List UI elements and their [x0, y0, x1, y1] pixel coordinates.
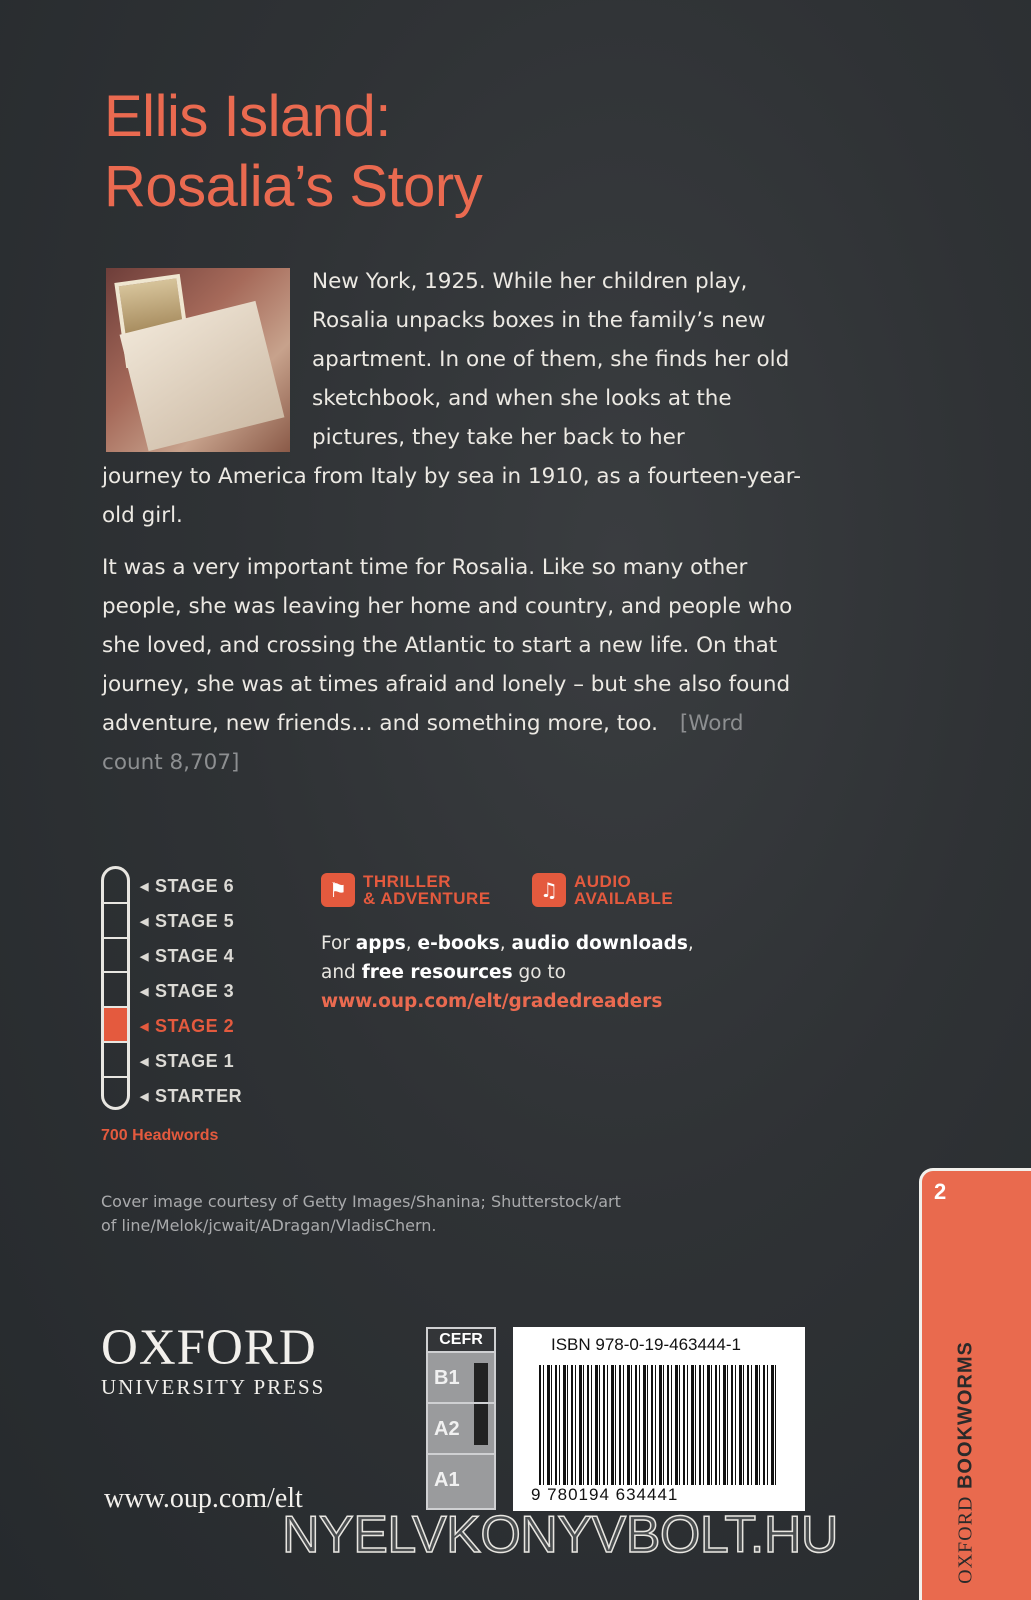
stage-meter-segment: [104, 1078, 127, 1110]
triangle-left-icon: ◀: [140, 916, 149, 928]
oxford-logo-sub: UNIVERSITY PRESS: [101, 1375, 326, 1399]
stage-item: [140, 1079, 242, 1114]
resources-goto: go to: [512, 962, 567, 983]
audio-label-line-2: AVAILABLE: [574, 889, 674, 908]
stage-label: STAGE 1: [154, 1051, 235, 1071]
resources-free: free resources: [361, 962, 513, 983]
resources-ebooks: e-books: [417, 933, 500, 954]
triangle-left-icon: ◀: [140, 1056, 149, 1068]
word-count: [Word count 8,707]: [102, 711, 744, 775]
stage-item: [140, 1044, 242, 1079]
audio-badge: [532, 873, 724, 907]
triangle-left-icon: ◀: [140, 951, 149, 963]
genre-label-line-2: & ADVENTURE: [363, 889, 491, 908]
cefr-level-box: [426, 1327, 496, 1510]
resources-for: For: [321, 933, 356, 954]
stage-label: STAGE 2: [154, 1016, 235, 1036]
stage-label: STARTER: [154, 1086, 243, 1106]
barcode-image: [539, 1365, 779, 1495]
resources-and: and: [321, 962, 362, 983]
stage-label: STAGE 4: [154, 946, 235, 966]
stage-meter-segment: [104, 1043, 127, 1078]
series-stage-number: 2: [934, 1179, 947, 1204]
stage-item: [140, 974, 242, 1009]
triangle-left-icon: ◀: [140, 1091, 149, 1103]
cefr-level-label: A2: [434, 1418, 460, 1440]
resources-sep: ,: [405, 933, 418, 954]
triangle-left-icon: ◀: [140, 881, 149, 893]
series-brand: [955, 1313, 978, 1600]
stage-list: [140, 869, 242, 1114]
barcode-box: [513, 1327, 805, 1511]
stage-label: STAGE 6: [154, 876, 235, 896]
oxford-logo: [101, 1320, 326, 1400]
cefr-level-label: A1: [434, 1469, 460, 1491]
genre-label-line-1: THRILLER: [363, 872, 452, 891]
running-figure-icon: ⚑: [321, 873, 355, 907]
blurb-paragraph-2: [102, 548, 802, 782]
cefr-level: [428, 1402, 494, 1453]
series-spine-tab: [919, 1168, 1031, 1600]
stage-item-active: [140, 1009, 242, 1044]
cefr-level: [428, 1453, 494, 1504]
cefr-header: CEFR: [428, 1329, 494, 1351]
image-credit: Cover image courtesy of Getty Images/Shanina; Shutterstock/art of line/Melok/jcwait/ADragan/VladisChern.: [101, 1192, 621, 1235]
title-line-1: Ellis Island:: [104, 84, 391, 149]
barcode-digits: 9 780194 634441: [531, 1485, 791, 1505]
audio-label: [574, 873, 724, 907]
cefr-level-label: B1: [434, 1367, 460, 1389]
blurb-paragraph-1-wrapped: New York, 1925. While her children play, Rosalia unpacks boxes in the family’s new apartment. In one of them, she finds her old sketchbook, and when she looks at the pictures, they take her back to her: [312, 269, 790, 450]
stage-label: STAGE 3: [154, 981, 235, 1001]
stage-meter-segment: [104, 939, 127, 974]
stage-meter-segment: [104, 869, 127, 904]
stage-meter-segment-active: [104, 1008, 127, 1043]
isbn-label: ISBN 978-0-19-463444-1: [551, 1335, 741, 1354]
resources-apps: apps: [355, 933, 406, 954]
series-brand-bookworms: BOOKWORMS: [954, 1341, 977, 1490]
headwords-count: 700 Headwords: [101, 1127, 219, 1144]
resources-audio: audio downloads: [511, 933, 688, 954]
stage-label: STAGE 5: [154, 911, 235, 931]
audio-label-line-1: AUDIO: [574, 872, 632, 891]
stage-meter: [101, 866, 130, 1110]
triangle-left-icon: ◀: [140, 986, 149, 998]
blurb-paragraph-2-text: It was a very important time for Rosalia. Like so many other people, she was leaving her home and country, and people who she loved, and crossing the Atlantic to start a new life. On that journey, she was at times afraid and lonely – but she also found adventure, new friends… and something more, too.: [102, 555, 793, 736]
stage-item: [140, 904, 242, 939]
stage-meter-segment: [104, 904, 127, 939]
resources-text: [321, 929, 741, 1016]
series-brand-oxford: OXFORD: [954, 1495, 977, 1584]
publisher-website[interactable]: www.oup.com/elt: [104, 1483, 303, 1514]
triangle-left-icon: ◀: [140, 1021, 149, 1033]
resources-url[interactable]: www.oup.com/elt/gradedreaders: [321, 991, 663, 1012]
cefr-level: [428, 1351, 494, 1402]
genre-label: [363, 873, 513, 907]
book-title: [104, 82, 482, 222]
blurb-paragraph-1: [102, 262, 802, 535]
stage-item: [140, 869, 242, 904]
title-line-2: Rosalia’s Story: [104, 154, 483, 219]
blurb-paragraph-1-continued: journey to America from Italy by sea in 1910, as a fourteen-year-old girl.: [102, 464, 802, 528]
stage-item: [140, 939, 242, 974]
genre-badge: [321, 873, 513, 907]
oxford-logo-name: OXFORD: [101, 1320, 317, 1376]
resources-sep: ,: [687, 933, 694, 954]
stage-meter-segment: [104, 973, 127, 1008]
resources-sep: ,: [499, 933, 512, 954]
headphones-icon: ♫: [532, 873, 566, 907]
watermark: NYELVKONYVBOLT.HU: [282, 1506, 838, 1564]
